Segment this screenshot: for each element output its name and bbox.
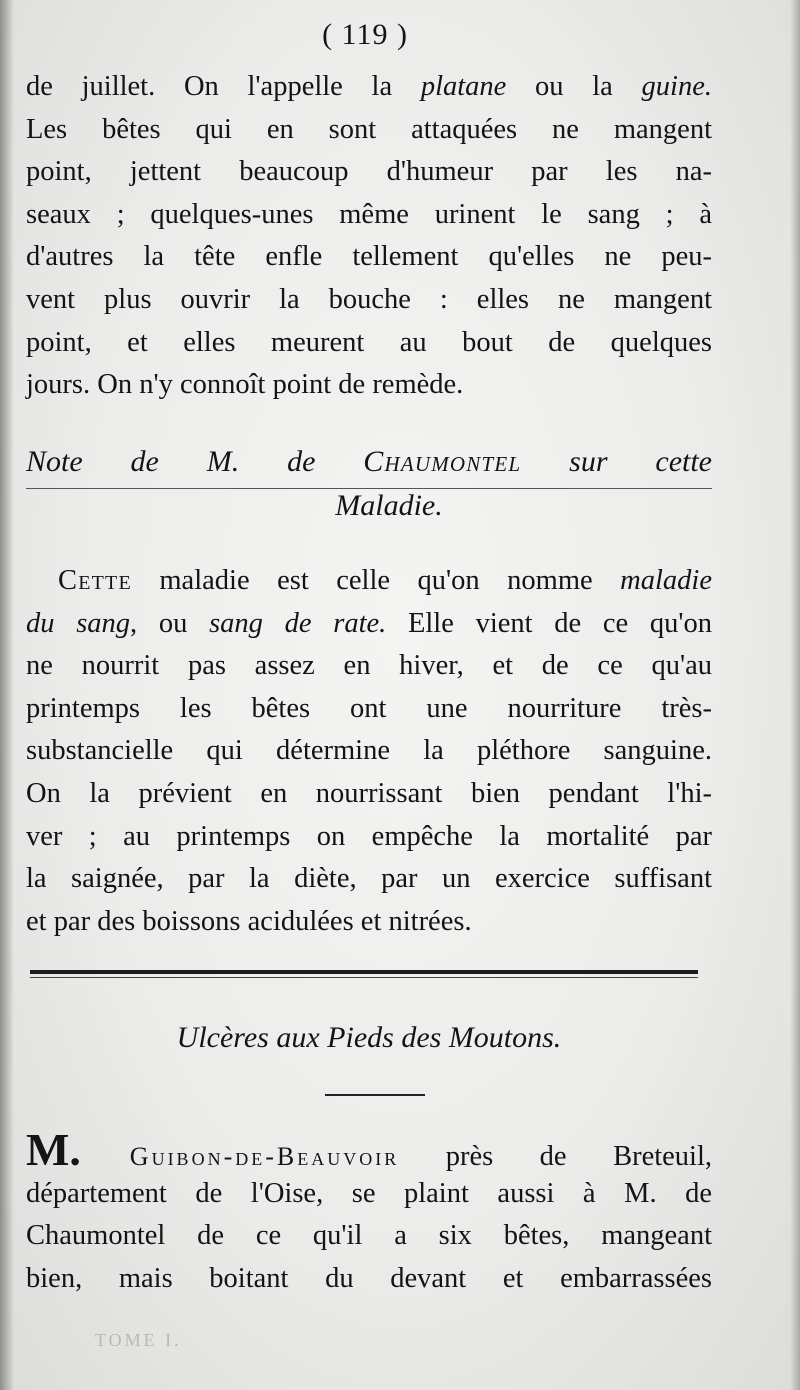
text-line: Cette maladie est celle qu'on nomme maladie [58, 565, 712, 596]
paragraph-ulcers [26, 1124, 713, 1300]
text-line: seaux ; quelques-unes même urinent le sang ; à [26, 198, 712, 230]
text-line: de juillet. On l'appelle la platane ou la guine. [26, 71, 712, 102]
text-line: M. Guibon-de-Beauvoir près de Breteuil, [26, 1124, 713, 1175]
paragraph-disease-description [26, 66, 712, 407]
text-line: vent plus ouvrir la bouche : elles ne mangent [26, 283, 712, 315]
note-heading [26, 440, 712, 528]
text-line: du sang, ou sang de rate. Elle vient de ce qu'on [26, 607, 712, 639]
text-line: bien, mais boitant du devant et embarrassées [26, 1262, 712, 1294]
text-line: point, jettent beaucoup d'humeur par les na- [26, 156, 712, 188]
text-line: jours. On n'y connoît point de remède. [26, 369, 464, 401]
section-divider-thin [30, 977, 698, 978]
section-divider [30, 970, 698, 974]
note-heading-line1: Note de M. de Chaumontel sur cette [26, 445, 713, 478]
text-line: ne nourrit pas assez en hiver, et de ce qu'au [26, 650, 712, 682]
text-line: Les bêtes qui en sont attaquées ne mangent [26, 113, 712, 145]
drop-cap: M. [26, 1124, 81, 1175]
note-heading-line2: Maladie. [335, 489, 443, 522]
heading-underline [26, 488, 712, 489]
page-number: ( 119 ) [322, 18, 408, 51]
text-line: et par des boissons acidulées et nitrées. [26, 905, 472, 937]
text-line: Chaumontel de ce qu'il a six bêtes, mangeant [26, 1220, 712, 1252]
text-line: point, et elles meurent au bout de quelques [26, 326, 712, 358]
text-line: substancielle qui détermine la pléthore sanguine. [26, 735, 712, 767]
paragraph-note [26, 560, 712, 943]
text-line: département de l'Oise, se plaint aussi à M. de [26, 1177, 712, 1209]
heading-short-rule [325, 1094, 425, 1096]
text-line: On la prévient en nourrissant bien pendant l'hi- [26, 777, 712, 809]
text-line: d'autres la tête enfle tellement qu'elles ne peu- [26, 241, 712, 273]
ulcer-heading: Ulcères aux Pieds des Moutons. [176, 1021, 562, 1054]
page-right-shadow [790, 0, 800, 1390]
page-left-shadow [0, 0, 14, 1390]
text-line: ver ; au printemps on empêche la mortalité par [26, 820, 712, 852]
signature-mark: TOME I. [95, 1330, 182, 1350]
text-line: la saignée, par la diète, par un exercice suffisant [26, 863, 712, 895]
text-line: printemps les bêtes ont une nourriture très- [26, 692, 712, 724]
